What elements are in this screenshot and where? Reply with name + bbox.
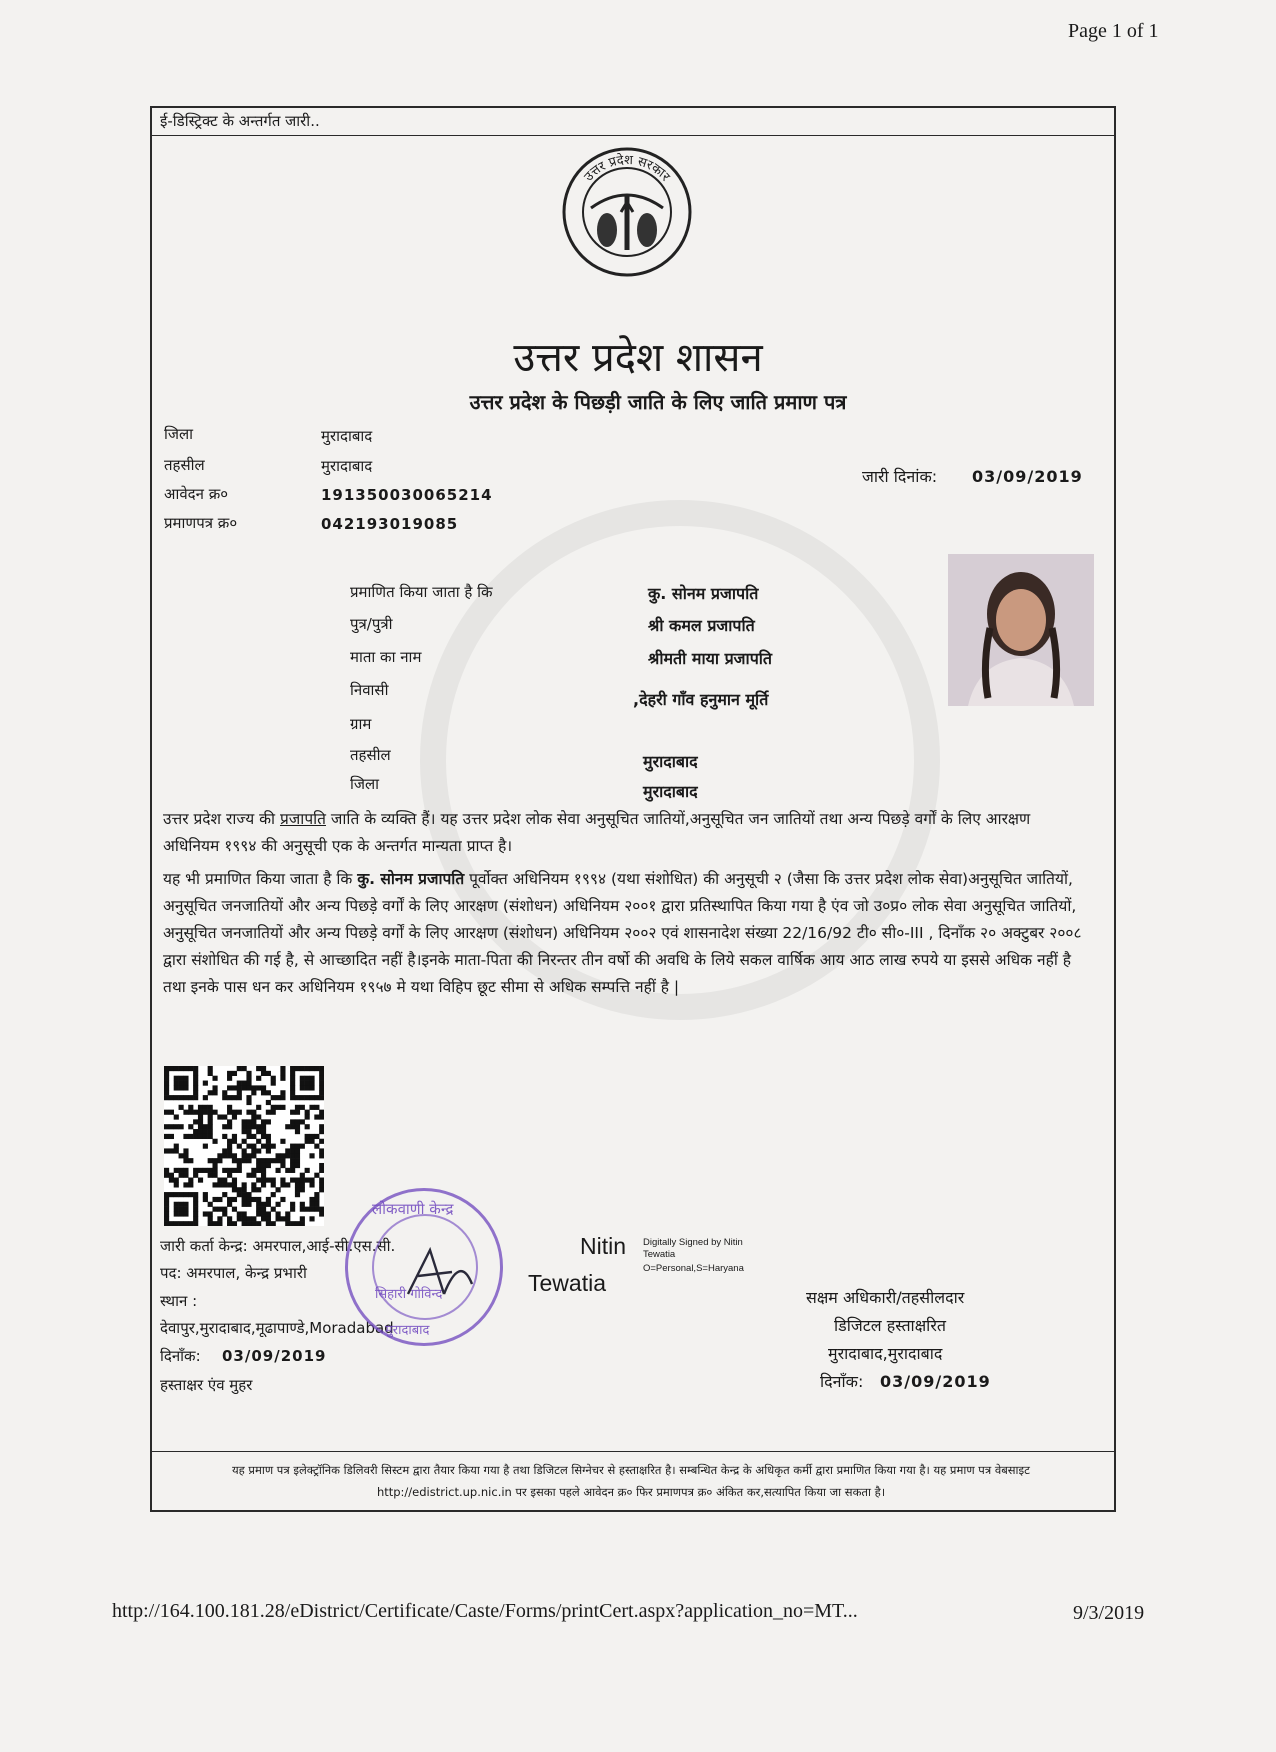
digital-sign-line3: O=Personal,S=Haryana — [643, 1263, 744, 1274]
authority-date: 03/09/2019 — [880, 1372, 991, 1391]
issuer-date: 03/09/2019 — [222, 1347, 327, 1365]
digital-sign-first-name: Nitin — [580, 1233, 627, 1259]
detail-label-mother: माता का नाम — [350, 648, 422, 666]
issued-under-text: ई-डिस्ट्रिक्ट के अन्तर्गत जारी.. — [160, 112, 320, 130]
info-label-application-no: आवेदन क्र० — [164, 485, 229, 503]
caste-statement-paragraph: उत्तर प्रदेश राज्य की प्रजापति जाति के व्यक्ति हैं। यह उत्तर प्रदेश लोक सेवा अनुसूचित जातियों,अनुसूचित जन जातियों तथा अन्य पिछड़े वर्गों के लिए आरक्षण अधिनियम १९९४ की अनुसूची एक के अन्तर्गत मान्यता प्राप्त है। — [163, 810, 1031, 855]
government-heading: उत्तर प्रदेश शासन — [513, 335, 763, 381]
detail-value-tehsil: मुरादाबाद — [643, 752, 698, 771]
detail-value-resident: ,देहरी गाँव हनुमान मूर्ति — [633, 690, 769, 709]
issuer-place-label: स्थान : — [160, 1292, 198, 1310]
digital-sign-line1: Digitally Signed by Nitin — [643, 1237, 743, 1248]
issuer-place: देवापुर,मुरादाबाद,मूढापाण्डे,Moradabad — [160, 1319, 394, 1337]
header-divider — [150, 135, 1114, 136]
footer-divider — [150, 1451, 1114, 1452]
up-emblem-icon — [561, 146, 693, 278]
digital-sign-last-name: Tewatia — [528, 1270, 606, 1296]
info-label-certificate-no: प्रमाणपत्र क्र० — [164, 514, 238, 532]
detail-value-district: मुरादाबाद — [643, 782, 698, 801]
issue-date-value: 03/09/2019 — [972, 467, 1083, 486]
info-label-tehsil: तहसील — [164, 456, 205, 474]
verification-note: यह प्रमाण पत्र इलेक्ट्रॉनिक डिलिवरी सिस्टम द्वारा तैयार किया गया है तथा डिजिटल सिग्नेचर से हस्ताक्षरित है। सम्बन्धित केन्द्र के अधिकृत कर्मी द्वारा प्रमाणित किया गया है। यह प्रमाण पत्र वेबसाइट http://edistrict.up.nic.in पर इसका पहले आवेदन क्र० फिर प्रमाणपत्र क्र० अंकित कर,सत्यापित किया जा सकता है। — [232, 1463, 1030, 1499]
info-value-district: मुरादाबाद — [321, 427, 373, 445]
detail-value-name: कु. सोनम प्रजापति — [648, 584, 759, 603]
caste-name: प्रजापति — [279, 810, 326, 828]
info-value-application-no: 191350030065214 — [321, 486, 493, 504]
applicant-photo — [948, 554, 1094, 706]
svg-text:उत्तर प्रदेश सरकार: उत्तर प्रदेश सरकार — [581, 152, 673, 185]
detail-label-son-daughter: पुत्र/पुत्री — [350, 615, 393, 633]
stamp-bottom-text: मुरादाबाद — [385, 1323, 430, 1338]
page-number-label: Page 1 of 1 — [1068, 20, 1159, 42]
detail-value-mother: श्रीमती माया प्रजापति — [648, 649, 773, 668]
stamp-top-text: लोकवाणी केन्द्र — [372, 1200, 454, 1218]
detail-label-village: ग्राम — [350, 715, 372, 733]
authority-digital-signed: डिजिटल हस्ताक्षरित — [834, 1316, 946, 1335]
info-value-certificate-no: 042193019085 — [321, 515, 459, 533]
creamy-layer-paragraph: यह भी प्रमाणित किया जाता है कि कु. सोनम प्रजापति पूर्वोक्त अधिनियम १९९४ (यथा संशोधित) की अनुसूची २ (जैसा कि उत्तर प्रदेश लोक सेवा)अनुसूचित जातियों, अनुसूचित जनजातियों और अन्य पिछड़े वर्गों के लिए आरक्षण (संशोधन) अधिनियम २००१ द्वारा प्रतिस्थापित किया गया है एंव जो उ०प्र० लोक सेवा अनुसूचित जातियों, अनुसूचित जनजातियों और अन्य पिछड़े वर्गों के लिए आरक्षण (संशोधन) अधिनियम २००२ एवं शासनादेश संख्या 22/16/92 टी० सी०-III , दिनाँक २० अक्टुबर २००८ द्वारा संशोधित की गई है, से आच्छादित नहीं है।इनके माता-पिता की निरन्तर तीन वर्षो की अवधि के लिये सकल वार्षिक आय आठ लाख रुपये या इससे अधिक नहीं है तथा इनके पास धन कर अधिनियम १९५७ मे यथा विहिप छूट सीमा से अधिक सम्पत्ति नहीं है | — [163, 870, 1082, 996]
detail-label-tehsil: तहसील — [350, 746, 391, 764]
issuer-post: पद: अमरपाल, केन्द्र प्रभारी — [160, 1264, 307, 1282]
digital-sign-line2: Tewatia — [643, 1249, 676, 1260]
detail-value-father: श्री कमल प्रजापति — [648, 616, 755, 635]
issuer-signature — [400, 1244, 480, 1304]
certificate-title: उत्तर प्रदेश के पिछड़ी जाति के लिए जाति प्रमाण पत्र — [469, 390, 847, 414]
authority-date-label: दिनाँक: — [820, 1372, 864, 1391]
verification-qr-code — [164, 1066, 324, 1226]
detail-label-resident: निवासी — [350, 681, 389, 699]
issuer-date-label: दिनाँक: — [160, 1347, 201, 1365]
authority-designation: सक्षम अधिकारी/तहसीलदार — [806, 1288, 965, 1307]
detail-label-certified: प्रमाणित किया जाता है कि — [350, 583, 493, 601]
info-label-district: जिला — [164, 425, 194, 443]
authority-location: मुरादाबाद,मुरादाबाद — [828, 1344, 943, 1363]
info-value-tehsil: मुरादाबाद — [321, 457, 373, 475]
detail-label-district: जिला — [350, 775, 380, 793]
issue-date-label: जारी दिनांक: — [862, 467, 938, 486]
stamp-middle-text: सिहारी गोविन्द — [375, 1287, 443, 1302]
print-url: http://164.100.181.28/eDistrict/Certificate/Caste/Forms/printCert.aspx?application_no=MT... — [112, 1600, 858, 1622]
issuer-center: जारी कर्ता केन्द्र: अमरपाल,आई-सी.एस.सी. — [160, 1237, 396, 1255]
issuer-sign-label: हस्ताक्षर एंव मुहर — [160, 1376, 253, 1394]
paragraph-applicant-name: कु. सोनम प्रजापति — [357, 870, 465, 888]
print-date: 9/3/2019 — [1073, 1602, 1145, 1624]
